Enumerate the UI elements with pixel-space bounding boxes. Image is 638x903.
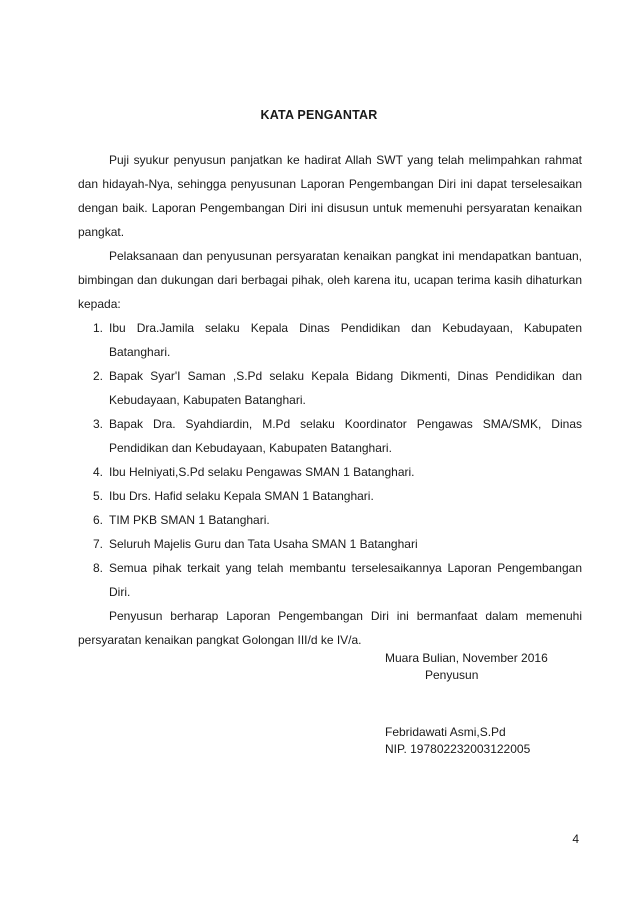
list-item-text: Bapak Dra. Syahdiardin, M.Pd selaku Koordinator Pengawas SMA/SMK, Dinas Pendidikan dan Kebudayaan, Kabupaten Batanghari. <box>109 417 582 455</box>
list-item <box>78 316 582 364</box>
list-item-number: 5. <box>93 489 104 503</box>
page-title: KATA PENGANTAR <box>260 108 378 122</box>
list-item <box>78 556 582 604</box>
list-item-number: 4. <box>93 465 104 479</box>
list-item-text: Semua pihak terkait yang telah membantu terselesaikannya Laporan Pengembangan Diri. <box>109 561 582 599</box>
list-item <box>78 484 582 508</box>
list-item-number: 8. <box>93 561 104 575</box>
list-item-text: Bapak Syar'I Saman ,S.Pd selaku Kepala Bidang Dikmenti, Dinas Pendidikan dan Kebudayaan, Kabupaten Batanghari. <box>109 369 582 407</box>
list-item-text: Ibu Dra.Jamila selaku Kepala Dinas Pendidikan dan Kebudayaan, Kabupaten Batanghari. <box>109 321 582 359</box>
signature-nip: NIP. 197802232003122005 <box>385 742 531 756</box>
list-item-number: 1. <box>93 321 104 335</box>
list-item <box>78 532 582 556</box>
list-item-number: 2. <box>93 369 104 383</box>
signature-place-date: Muara Bulian, November 2016 <box>385 651 548 665</box>
list-item-text: TIM PKB SMAN 1 Batanghari. <box>109 513 270 527</box>
list-item <box>78 508 582 532</box>
acknowledgement-list <box>78 316 582 604</box>
page-number: 4 <box>572 832 579 846</box>
signature-role: Penyusun <box>425 668 479 682</box>
list-item <box>78 412 582 460</box>
signature-block <box>385 650 548 758</box>
signature-name: Febridawati Asmi,S.Pd <box>385 725 506 739</box>
body-text <box>78 148 582 652</box>
list-item-number: 7. <box>93 537 104 551</box>
paragraph-intro: Puji syukur penyusun panjatkan ke hadirat Allah SWT yang telah melimpahkan rahmat dan hidayah-Nya, sehingga penyusunan Laporan Pengembangan Diri ini dapat terselesaikan dengan baik. Laporan Pengembangan Diri ini disusun untuk memenuhi persyaratan kenaikan pangkat. <box>78 153 582 239</box>
list-item-text: Ibu Helniyati,S.Pd selaku Pengawas SMAN 1 Batanghari. <box>109 465 415 479</box>
list-item-number: 3. <box>93 417 104 431</box>
list-item-text: Seluruh Majelis Guru dan Tata Usaha SMAN 1 Batanghari <box>109 537 418 551</box>
signature-space <box>385 684 548 724</box>
list-item <box>78 364 582 412</box>
paragraph-closing: Penyusun berharap Laporan Pengembangan Diri ini bermanfaat dalam memenuhi persyaratan kenaikan pangkat Golongan III/d ke IV/a. <box>78 609 582 647</box>
list-item-number: 6. <box>93 513 104 527</box>
list-item-text: Ibu Drs. Hafid selaku Kepala SMAN 1 Batanghari. <box>109 489 374 503</box>
paragraph-thanks: Pelaksanaan dan penyusunan persyaratan kenaikan pangkat ini mendapatkan bantuan, bimbingan dan dukungan dari berbagai pihak, oleh karena itu, ucapan terima kasih dihaturkan kepada: <box>78 249 582 311</box>
list-item <box>78 460 582 484</box>
